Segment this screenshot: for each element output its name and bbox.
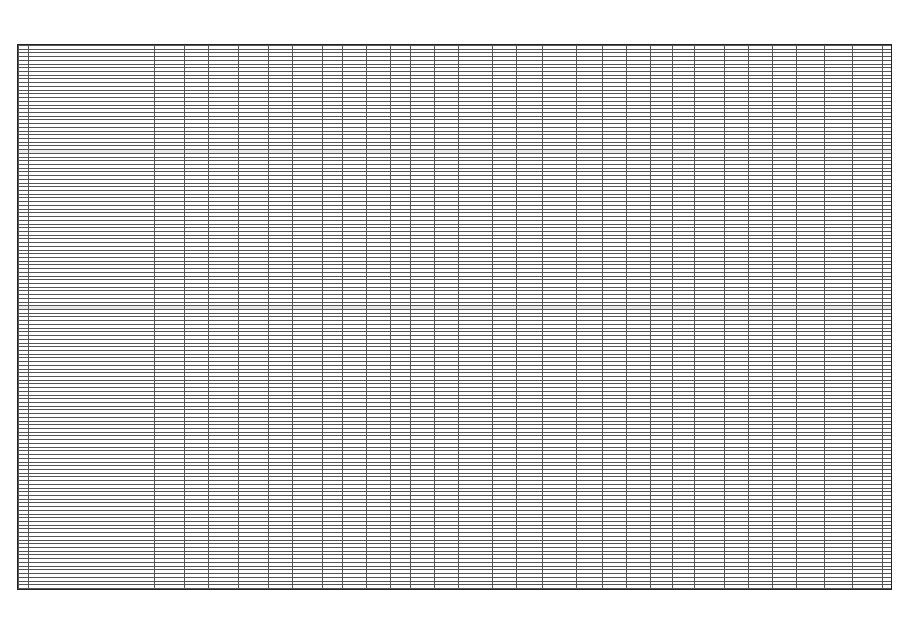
table-cell [155,588,185,590]
table-cell [695,588,725,590]
table-row [19,588,893,590]
table-cell [797,588,825,590]
table-cell [883,588,893,590]
table-cell [411,588,435,590]
table-cell [29,588,155,590]
table-cell [493,588,517,590]
table-cell [391,588,411,590]
table-cell [269,588,293,590]
table-cell [323,588,343,590]
table-cell [459,588,493,590]
table-cell [825,588,853,590]
table-cell [651,588,673,590]
table-cell [239,588,269,590]
table-cell [577,588,603,590]
table-cell [209,588,239,590]
table-cell [773,588,797,590]
table-cell [185,588,209,590]
table-cell [627,588,651,590]
table-cell [725,588,749,590]
register-table [18,45,892,590]
table-cell [367,588,391,590]
table-cell [435,588,459,590]
table-cell [749,588,773,590]
table-cell [603,588,627,590]
table-cell [293,588,323,590]
table-cell [673,588,695,590]
table-cell [543,588,577,590]
register-table-body [19,46,893,591]
table-cell [343,588,367,590]
table-cell [853,588,883,590]
table-cell [517,588,543,590]
table-cell [19,588,29,590]
register-sheet [17,44,892,590]
